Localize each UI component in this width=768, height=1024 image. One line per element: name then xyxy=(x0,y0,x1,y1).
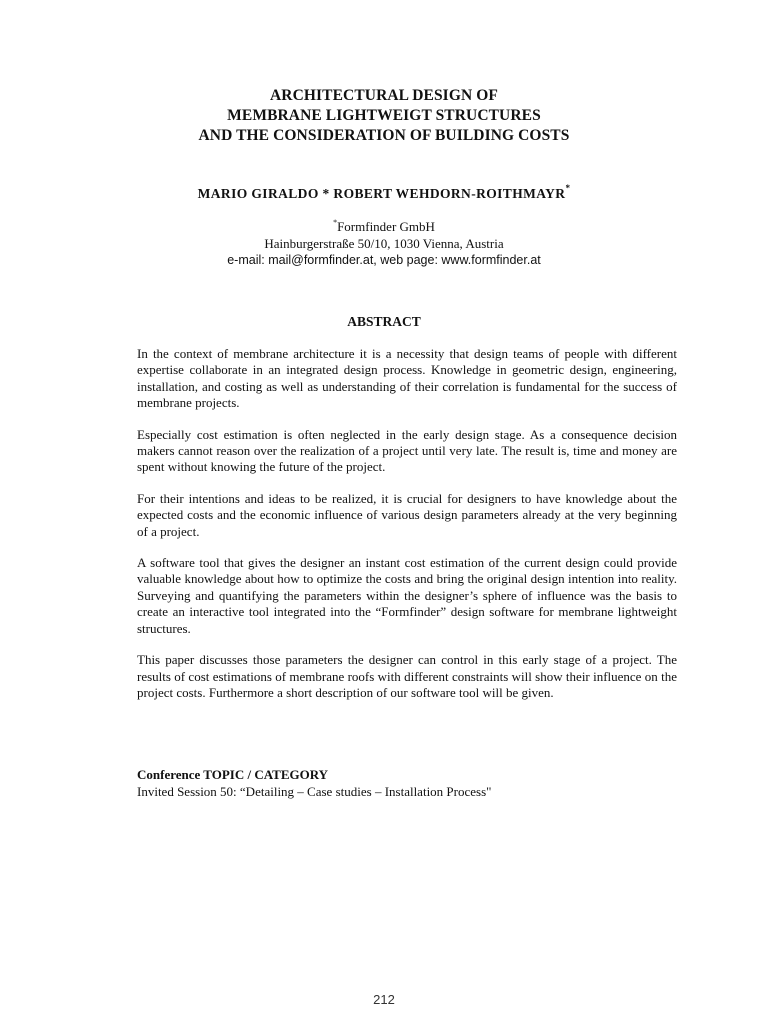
abstract-paragraph: For their intentions and ideas to be realized, it is crucial for designers to have knowledge about the expected costs and the economic influence of various design parameters already at the very beginning of a project. xyxy=(137,490,677,539)
affiliation-contact: e-mail: mail@formfinder.at, web page: www.formfinder.at xyxy=(227,253,541,267)
author-affiliation-marker: * xyxy=(565,183,571,193)
paper-title xyxy=(0,86,768,146)
affiliation-company-line xyxy=(0,219,768,236)
author-line xyxy=(0,185,768,203)
title-line-2: MEMBRANE LIGHTWEIGT STRUCTURES xyxy=(227,107,541,124)
title-line-1: ARCHITECTURAL DESIGN OF xyxy=(270,87,498,104)
affiliation-company: Formfinder GmbH xyxy=(337,219,435,234)
abstract-paragraph: In the context of membrane architecture it is a necessity that design teams of people with different expertise collaborate in an integrated design process. Knowledge in geometric design, engineering, installation, and costing as well as understanding of their correlation is fundamental for the success of membrane projects. xyxy=(137,346,677,411)
abstract-paragraph: A software tool that gives the designer an instant cost estimation of the current design could provide valuable knowledge about how to optimize the costs and bring the original design intention into reality. Surveying and quantifying the parameters within the designer’s sphere of influence was the basis to create an interactive tool integrated into the “Formfinder” design software for membrane lightweight structures. xyxy=(137,555,677,636)
conference-session: Invited Session 50: “Detailing – Case studies – Installation Process" xyxy=(137,783,492,799)
conference-block xyxy=(137,767,677,800)
affiliation-marker: * xyxy=(333,218,338,227)
abstract-heading: ABSTRACT xyxy=(347,314,421,329)
affiliation-block xyxy=(0,219,768,269)
title-line-3: AND THE CONSIDERATION OF BUILDING COSTS xyxy=(198,127,570,144)
abstract-paragraph: Especially cost estimation is often neglected in the early design stage. As a consequence decision makers cannot reason over the realization of a project until very late. The result is, time and money are spent without knowing the future of the project. xyxy=(137,426,677,475)
author-names: MARIO GIRALDO * ROBERT WEHDORN-ROITHMAYR xyxy=(197,186,566,201)
affiliation-address: Hainburgerstraße 50/10, 1030 Vienna, Austria xyxy=(264,235,504,251)
abstract-paragraph: This paper discusses those parameters the designer can control in this early stage of a project. The results of cost estimations of membrane roofs with different constraints will show their influence on the project costs. Furthermore a short description of our software tool will be given. xyxy=(137,652,677,700)
abstract-body xyxy=(137,346,677,716)
page-number: 212 xyxy=(373,992,395,1007)
conference-heading: Conference TOPIC / CATEGORY xyxy=(137,767,329,782)
